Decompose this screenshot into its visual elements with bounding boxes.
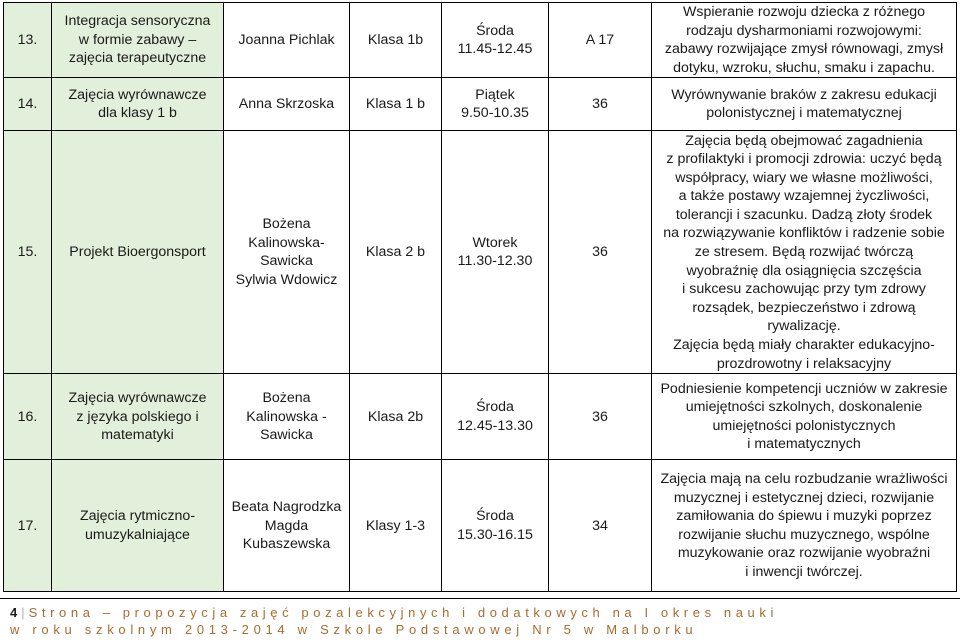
cell-teacher [224,460,350,592]
cell-description-line: Zajęcia mają na celu rozbudzanie wrażliwości [660,471,948,488]
cell-activity-name-line: matematyki [101,427,174,444]
table-row [4,374,957,460]
cell-teacher-line: Sawicka [260,427,313,444]
cell-nr-text: 17. [17,517,38,534]
cell-hours [549,78,652,131]
cell-hours-text: 34 [592,517,608,534]
cell-hours [549,374,652,460]
cell-activity-name-line: Projekt Bioergonsport [69,244,206,261]
table-row [4,78,957,131]
cell-teacher [224,3,350,78]
cell-schedule [442,78,549,131]
cell-schedule [442,131,549,374]
cell-teacher [224,131,350,374]
cell-description [652,78,957,131]
cell-description-line: Wyrównywanie braków z zakresu edukacji [671,86,937,103]
cell-description-line: tolerancji i szacunku. Dadzą złoty środek [675,206,933,223]
cell-description-line: Podniesienie kompetencji uczniów w zakresie [660,380,948,397]
cell-activity-name [52,460,224,592]
footer-title-line1: Strona – propozycja zajęć pozalekcyjnych i dodatkowych na I okres nauki [28,605,778,620]
cell-nr [4,460,52,592]
cell-schedule [442,3,549,78]
cell-description-line: i inwencji twórczej. [745,564,863,581]
cell-hours [549,3,652,78]
cell-class-line: Klasa 2b [367,408,424,425]
cell-activity-name-line: w formie zabawy – [78,31,197,48]
cell-activity-name-line: zajęcia terapeutyczne [68,50,207,67]
cell-schedule-line: Wtorek [472,234,518,251]
cell-teacher-line: Magda [264,517,309,534]
cell-schedule [442,460,549,592]
cell-class [350,78,442,131]
cell-nr [4,3,52,78]
cell-class [350,131,442,374]
cell-description-line: rodzaju dysharmoniami rozwojowymi: [686,22,922,39]
cell-description-line: umiejętności polonistycznych [712,417,896,434]
cell-description-line: prozdrowotny i relaksacyjny [716,355,892,372]
cell-description-line: polonistycznej i matematycznej [706,105,902,122]
cell-activity-name-line: z języka polskiego i [76,408,199,425]
cell-class [350,374,442,460]
cell-description-line: rozsądek, bezpieczeństwo i zdrową [692,299,916,316]
cell-description [652,374,957,460]
cell-hours-text: 36 [592,244,608,261]
table-row [4,3,957,78]
cell-teacher-line: Anna Skrzoska [238,96,335,113]
cell-class-line: Klasa 1 b [365,96,426,113]
cell-nr-text: 15. [17,244,38,261]
cell-class [350,3,442,78]
cell-description-line: zamiłowania do śpiewu i muzyki poprzez [676,508,932,525]
cell-description-line: Zajęcia będą miały charakter edukacyjno- [673,337,935,354]
cell-description-line: Wspieranie rozwoju dziecka z różnego [682,4,926,20]
cell-activity-name [52,131,224,374]
cell-description-line: z profilaktyki i promocji zdrowia: uczyć będą [666,151,942,168]
cell-schedule-line: 12.45-13.30 [457,417,533,434]
table-row [4,460,957,592]
cell-description [652,131,957,374]
cell-teacher-line: Sylwia Wdowicz [235,271,338,288]
cell-class [350,460,442,592]
cell-description-line: zabawy rozwijające zmysł równowagi, zmysł [664,41,944,58]
cell-teacher-line: Beata Nagrodzka [231,498,342,515]
cell-activity-name-line: Zajęcia rytmiczno- [79,508,196,525]
cell-hours-text: 36 [592,408,608,425]
cell-schedule-line: 9.50-10.35 [461,105,529,122]
page-footer [10,604,955,638]
cell-schedule-line: 15.30-16.15 [457,526,533,543]
cell-description-line: na rozwiązywanie konfliktów i radzenie sobie [663,225,945,242]
footer-title-line2: w roku szkolnym 2013-2014 w Szkole Podstawowej Nr 5 w Malborku [10,622,698,637]
cell-nr [4,78,52,131]
cell-class-line: Klasa 2 b [365,244,426,261]
cell-nr-text: 13. [17,31,38,48]
cell-description-line: muzycznej i estetycznej dzieci, rozwijanie [673,489,935,506]
cell-schedule-line: 11.30-12.30 [457,253,533,270]
cell-activity-name [52,3,224,78]
cell-nr-text: 14. [17,96,38,113]
cell-description [652,460,957,592]
cell-teacher-line: Bożena [262,389,311,406]
cell-teacher [224,78,350,131]
cell-hours [549,460,652,592]
cell-description-line: i sukcesu zachowując przy tym zdrowy [682,281,926,298]
cell-description-line: a także postawy wzajemnej życzliwości, [678,188,930,205]
cell-description-line: współpracy, wiary we własne możliwości, [675,169,933,186]
cell-class-line: Klasy 1-3 [365,517,426,534]
cell-description-line: muzykowanie oraz rozwijanie wyobraźni [677,545,931,562]
footer-separator: | [21,605,25,620]
cell-activity-name [52,78,224,131]
cell-activity-name [52,374,224,460]
cell-nr-text: 16. [17,408,38,425]
cell-description-line: Zajęcia będą obejmować zagadnienia [685,132,923,149]
cell-activity-name-line: Zajęcia wyrównawcze [68,389,207,406]
cell-teacher-line: Bożena [262,216,311,233]
cell-hours-text: A 17 [585,31,615,48]
cell-description-line: rozwijanie słuchu muzycznego, wspólne [678,526,930,543]
cell-schedule-line: Piątek [475,86,515,103]
cell-teacher-line: Kalinowska - [246,408,327,425]
footer-divider [0,598,960,599]
cell-description-line: rywalizację. [767,318,841,335]
page-number: 4 [10,605,18,620]
cell-hours [549,131,652,374]
cell-schedule [442,374,549,460]
cell-schedule-line: 11.45-12.45 [457,41,533,58]
cell-description-line: wyobraźnię dla osiągnięcia szczęścia [686,262,922,279]
cell-schedule-line: Środa [476,399,514,416]
cell-hours-text: 36 [592,96,608,113]
cell-schedule-line: Środa [476,508,514,525]
cell-activity-name-line: dla klasy 1 b [98,105,177,122]
cell-activity-name-line: Integracja sensoryczna [64,13,211,30]
table-row [4,131,957,374]
activities-table [3,2,957,592]
cell-teacher-line: Kubaszewska [242,536,331,553]
cell-activity-name-line: Zajęcia wyrównawcze [68,86,207,103]
cell-description-line: umiejętności szkolnych, doskonalenie [685,399,923,416]
cell-teacher-line: Joanna Pichlak [238,31,335,48]
cell-nr [4,374,52,460]
cell-nr [4,131,52,374]
cell-teacher-line: Sawicka [260,253,313,270]
cell-description-line: i matematycznych [747,436,861,453]
cell-description-line: dotyku, wzroku, słuchu, smaku i zapachu. [673,59,935,76]
cell-teacher-line: Kalinowska- [248,234,325,251]
cell-description [652,3,957,78]
cell-activity-name-line: umuzykalniające [85,526,190,543]
cell-description-line: ze stresem. Będą rozwijać twórczą [694,244,914,261]
cell-class-line: Klasa 1b [367,31,424,48]
cell-schedule-line: Środa [476,22,514,39]
cell-teacher [224,374,350,460]
